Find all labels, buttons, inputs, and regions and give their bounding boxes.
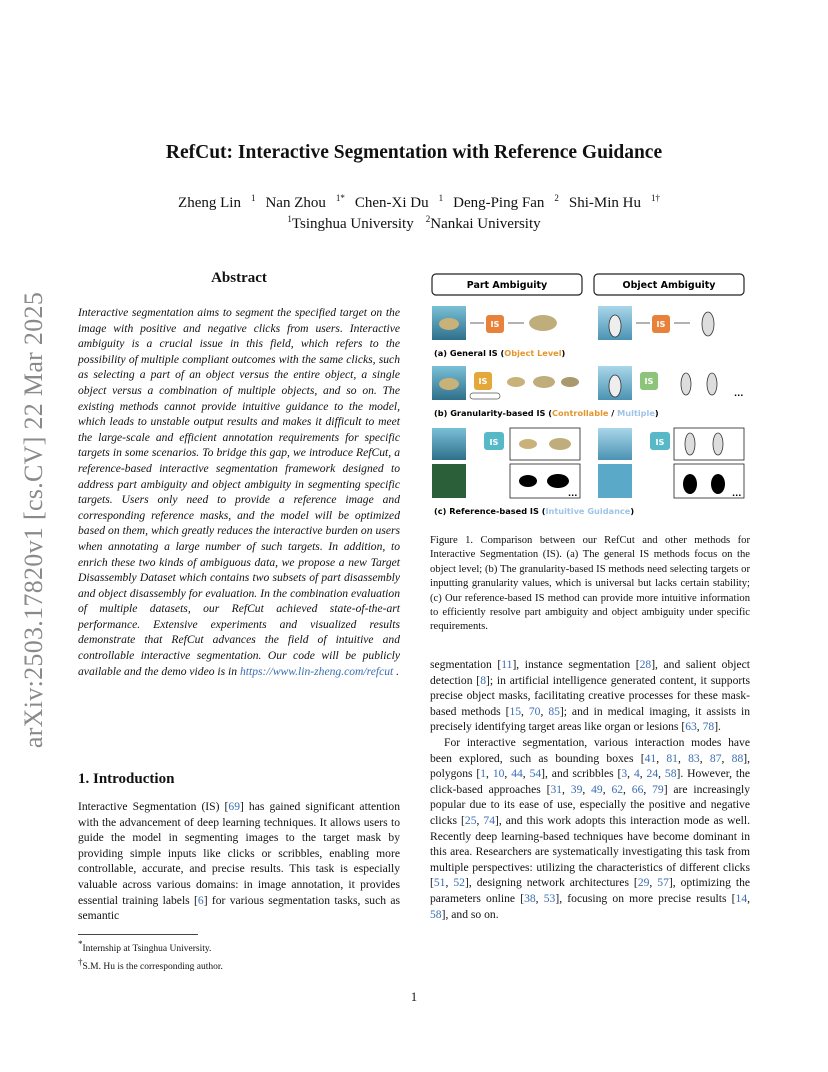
page-number: 1	[410, 990, 418, 1004]
penguin-result	[713, 433, 723, 455]
text-run: ,	[522, 767, 530, 781]
text-run: ,	[747, 891, 751, 905]
citation-link[interactable]: 63	[685, 720, 697, 734]
turtle-image	[432, 428, 466, 460]
author-name: Deng-Ping Fan	[453, 195, 545, 211]
text-run: ,	[602, 782, 612, 796]
footnote-rule	[78, 934, 198, 935]
citation-link[interactable]: 57	[657, 876, 669, 890]
text-run: ]; in artificial intelligence generated content, it supports precise object masks, facilitating creative processes for these mask-based methods [	[430, 673, 750, 718]
turtle-result	[529, 315, 557, 331]
penguin-result	[681, 373, 691, 395]
citation-link[interactable]: 52	[453, 876, 465, 890]
more-dots: ...	[568, 488, 578, 498]
paper-title: RefCut: Interactive Segmentation with Reference Guidance	[165, 142, 663, 163]
text-run: ,	[562, 782, 571, 796]
row-b	[432, 366, 743, 418]
text-run: ,	[639, 767, 647, 781]
penguin-shape	[609, 375, 621, 397]
author-affil-mark: 2	[554, 193, 559, 203]
part-ambiguity-label: Part Ambiguity	[466, 280, 548, 291]
turtle-shape	[439, 378, 459, 390]
citation-link[interactable]: 58	[664, 767, 677, 781]
author-name: Chen-Xi Du	[354, 195, 429, 211]
turtle-shape	[439, 318, 459, 330]
reference-mask	[547, 474, 569, 488]
granularity-slider	[470, 393, 500, 399]
citation-link[interactable]: 79	[652, 782, 664, 796]
is-module-text: IS	[478, 376, 488, 386]
citation-link[interactable]: 62	[611, 782, 624, 796]
turtle-part	[519, 439, 537, 449]
intro-heading: 1. Introduction	[78, 771, 175, 787]
more-dots: ...	[732, 488, 742, 498]
text-run: ,	[677, 751, 689, 765]
arxiv-id: arXiv:2503.17820v1 [cs.CV] 22 Mar 2025	[19, 291, 48, 749]
text-run: ,	[582, 782, 592, 796]
text-run: ,	[521, 704, 529, 718]
reference-mask	[711, 474, 725, 494]
citation-link[interactable]: 28	[639, 658, 652, 671]
arxiv-side-stamp	[14, 280, 54, 760]
intro-text: ] for various segmentation tasks, such as semantic	[78, 893, 400, 923]
citation-link[interactable]: 14	[735, 891, 748, 905]
text-run: ,	[486, 767, 493, 781]
citation-link[interactable]: 15	[509, 704, 522, 718]
author-name: Shi-Min Hu	[568, 195, 641, 211]
citation-link[interactable]: 78	[702, 720, 715, 734]
penguin-image	[598, 428, 632, 460]
text-run: ], polygons [	[430, 751, 751, 781]
text-run: ,	[445, 876, 454, 890]
text-run: ], instance segmentation [	[512, 658, 640, 671]
penguin-result	[702, 312, 714, 336]
author-name: Zheng Lin	[178, 195, 241, 211]
citation-link[interactable]: 38	[524, 891, 536, 905]
citation-link[interactable]: 74	[483, 813, 496, 827]
citation-link[interactable]: 88	[731, 751, 744, 765]
reference-mask	[519, 475, 537, 487]
text-run: ,	[643, 782, 653, 796]
intro-text: ] has gained significant attention with the advancement of deep learning techniques. It allows users to guide the model in segmenting images to the target mask by providing simple inputs like clicks or scribbles, enabling more controllable, accurate, and precise results. This task is especially valuable across various domains: in image annotation, it provides essential training labels [	[78, 800, 400, 907]
project-link[interactable]: https://www.lin-zheng.com/refcut	[239, 664, 394, 678]
citation-link[interactable]: 25	[464, 813, 477, 827]
citation-link[interactable]: 4	[633, 767, 640, 781]
penguin-result	[707, 373, 717, 395]
paragraph	[430, 657, 750, 735]
is-module-text: IS	[644, 376, 654, 386]
result-box	[674, 428, 744, 460]
text-run: segmentation [	[430, 658, 502, 671]
figure-caption: Figure 1. Comparison between our RefCut and other methods for Interactive Segmentation (IS). (a) The general IS methods focus on the object level; (b) The granularity-based IS methods need selecting targets or inputting granularity values, which is universal but lacks certain stability; (c) Our reference-based IS method can provide more intuitive information to efficiently resolve part ambiguity and object ambiguity under specific requirements.	[430, 535, 750, 633]
is-module-text: IS	[655, 437, 665, 447]
citation-link[interactable]: 87	[709, 751, 722, 765]
text-run: ,	[699, 751, 710, 765]
citation-link[interactable]: 51	[433, 876, 446, 890]
turtle-part	[533, 376, 555, 388]
figure-1	[428, 268, 750, 518]
text-run: ,	[504, 767, 512, 781]
text-run: ], and so on.	[441, 907, 499, 921]
citation-link[interactable]: 8	[480, 673, 486, 687]
affiliation: $^1$Tsinghua University	[287, 214, 414, 232]
text-run: ], optimizing the parameters online [	[430, 876, 751, 905]
paragraph	[430, 735, 750, 922]
citation-link[interactable]: 53	[543, 891, 556, 905]
author-list	[0, 193, 828, 212]
author-affil-mark: 1*	[335, 193, 345, 203]
text-run: ,	[540, 704, 549, 718]
citation-link[interactable]: 81	[666, 751, 678, 765]
abstract-end: .	[393, 664, 400, 678]
object-ambiguity-label: Object Ambiguity	[622, 280, 716, 291]
row-a-label: (a) General IS (Object Level)	[434, 348, 566, 358]
turtle-part	[549, 438, 571, 450]
text-run: ], focusing on more precise results [	[555, 891, 736, 905]
affiliations	[0, 214, 828, 233]
reference-image	[598, 464, 632, 498]
citation-link[interactable]: 24	[646, 767, 659, 781]
citation-link[interactable]: 41	[644, 751, 657, 765]
citation-link[interactable]: 83	[688, 751, 700, 765]
text-run: ,	[656, 751, 667, 765]
citation-link[interactable]: 10	[492, 767, 505, 781]
text-run: ]; and in medical imaging, it assists in precisely identifying target areas like organ or lesions [	[430, 704, 751, 734]
citation-link[interactable]: 29	[637, 876, 650, 890]
author-name: Nan Zhou	[265, 195, 326, 211]
footnotes	[78, 938, 400, 974]
citation-link[interactable]: 6	[197, 893, 204, 907]
citation-link[interactable]: 69	[228, 800, 240, 813]
text-run: For interactive segmentation, various interaction modes have been explored, such as bounding boxes [	[430, 735, 750, 765]
penguin-result	[685, 433, 695, 455]
intro-paragraph	[78, 799, 400, 924]
author-affil-mark: 1	[250, 193, 256, 203]
row-b-label: (b) Granularity-based IS (Controllable / Multiple)	[434, 408, 659, 418]
abstract-heading: Abstract	[211, 270, 267, 286]
reference-image	[432, 464, 466, 498]
row-c-label: (c) Reference-based IS (Intuitive Guidance)	[434, 506, 635, 516]
text-run: ], designing network architectures [	[464, 876, 638, 890]
reference-mask	[683, 474, 697, 494]
footnote: *Internship at Tsinghua University.	[78, 939, 212, 955]
citation-link[interactable]: 49	[591, 782, 603, 796]
author-affil-mark: 1	[438, 193, 444, 203]
citation-link[interactable]: 66	[631, 782, 644, 796]
text-run: ,	[623, 782, 632, 796]
text-run: ,	[627, 767, 634, 781]
citation-link[interactable]: 31	[550, 782, 563, 796]
abstract-body	[78, 305, 400, 679]
text-run: ], and this work adopts this interaction mode as well. Recently deep learning-based techniques have become dominant in this area. Researchers are systematically investigating this task from multiple perspectives: utilizing the characteristics of different clicks [	[430, 813, 751, 890]
right-column-text	[430, 657, 750, 922]
citation-link[interactable]: 1	[480, 767, 487, 781]
citation-link[interactable]: 11	[501, 658, 513, 671]
penguin-shape	[609, 315, 621, 337]
is-module-text: IS	[489, 437, 499, 447]
text-run: ,	[649, 876, 658, 890]
is-module-text: IS	[656, 319, 666, 329]
text-run: ,	[696, 720, 703, 734]
text-run: ]. However, the click-based approaches [	[430, 767, 751, 796]
more-dots: ...	[734, 388, 744, 398]
text-run: ,	[476, 813, 484, 827]
text-run: ].	[714, 720, 721, 734]
is-module-text: IS	[490, 319, 500, 329]
author-affil-mark: 1†	[650, 193, 660, 203]
turtle-part	[507, 377, 525, 387]
turtle-part	[561, 377, 579, 387]
text-run: ,	[721, 751, 732, 765]
footnote: †S.M. Hu is the corresponding author.	[78, 957, 223, 973]
text-run: ,	[658, 767, 665, 781]
row-c	[432, 428, 744, 516]
text-run: ] are increasingly popular due to its ease of use, especially the positive and negative clicks [	[430, 782, 751, 827]
citation-link[interactable]: 85	[548, 704, 560, 718]
abstract-text: Interactive segmentation aims to segment the specified target on the image with positive and negative clicks from users. Interactive ambiguity is a crucial issue in this field, which refers to the possibility of multiple compliant outcomes with the same clicks, such as selecting a part of an object versus the entire object, a single object versus a combination of multiple objects, and so on. The existing methods cannot provide intuitive guidance to the model, which leads to unstable output results and makes it difficult to meet the large-scale and efficient annotation requirements for specific targets in some scenarios. To bridge this gap, we introduce RefCut, a reference-based interactive segmentation framework designed to address part ambiguity and object ambiguity in segmenting specific targets. Users only need to provide a reference image and corresponding reference masks, and the model will be optimized based on them, which greatly reduces the interactive burden on users when annotating a large number of such targets. In addition, to enrich these two kinds of ambiguous data, we propose a new Target Disassembly Dataset which contains two subsets of part disassembly and object disassembly for evaluation. In the combination evaluation of multiple datasets, our RefCut achieved state-of-the-art performance. Extensive experiments and visualized results demonstrate that RefCut advances the field of intuitive and controllable interactive segmentation. Our code will be publicly available and the demo video is in	[78, 306, 400, 678]
text-run: ,	[535, 891, 544, 905]
citation-link[interactable]: 3	[621, 767, 628, 781]
citation-link[interactable]: 54	[529, 767, 542, 781]
citation-link[interactable]: 58	[430, 907, 442, 921]
affiliation: $^2$Nankai University	[425, 214, 541, 232]
citation-link[interactable]: 44	[511, 767, 523, 781]
text-run: ], and scribbles [	[541, 767, 622, 781]
citation-link[interactable]: 70	[528, 704, 541, 718]
row-a	[432, 306, 714, 358]
citation-link[interactable]: 39	[570, 782, 583, 796]
text-run: ], and salient object detection [	[430, 658, 751, 687]
intro-text: Interactive Segmentation (IS) [	[78, 800, 229, 813]
